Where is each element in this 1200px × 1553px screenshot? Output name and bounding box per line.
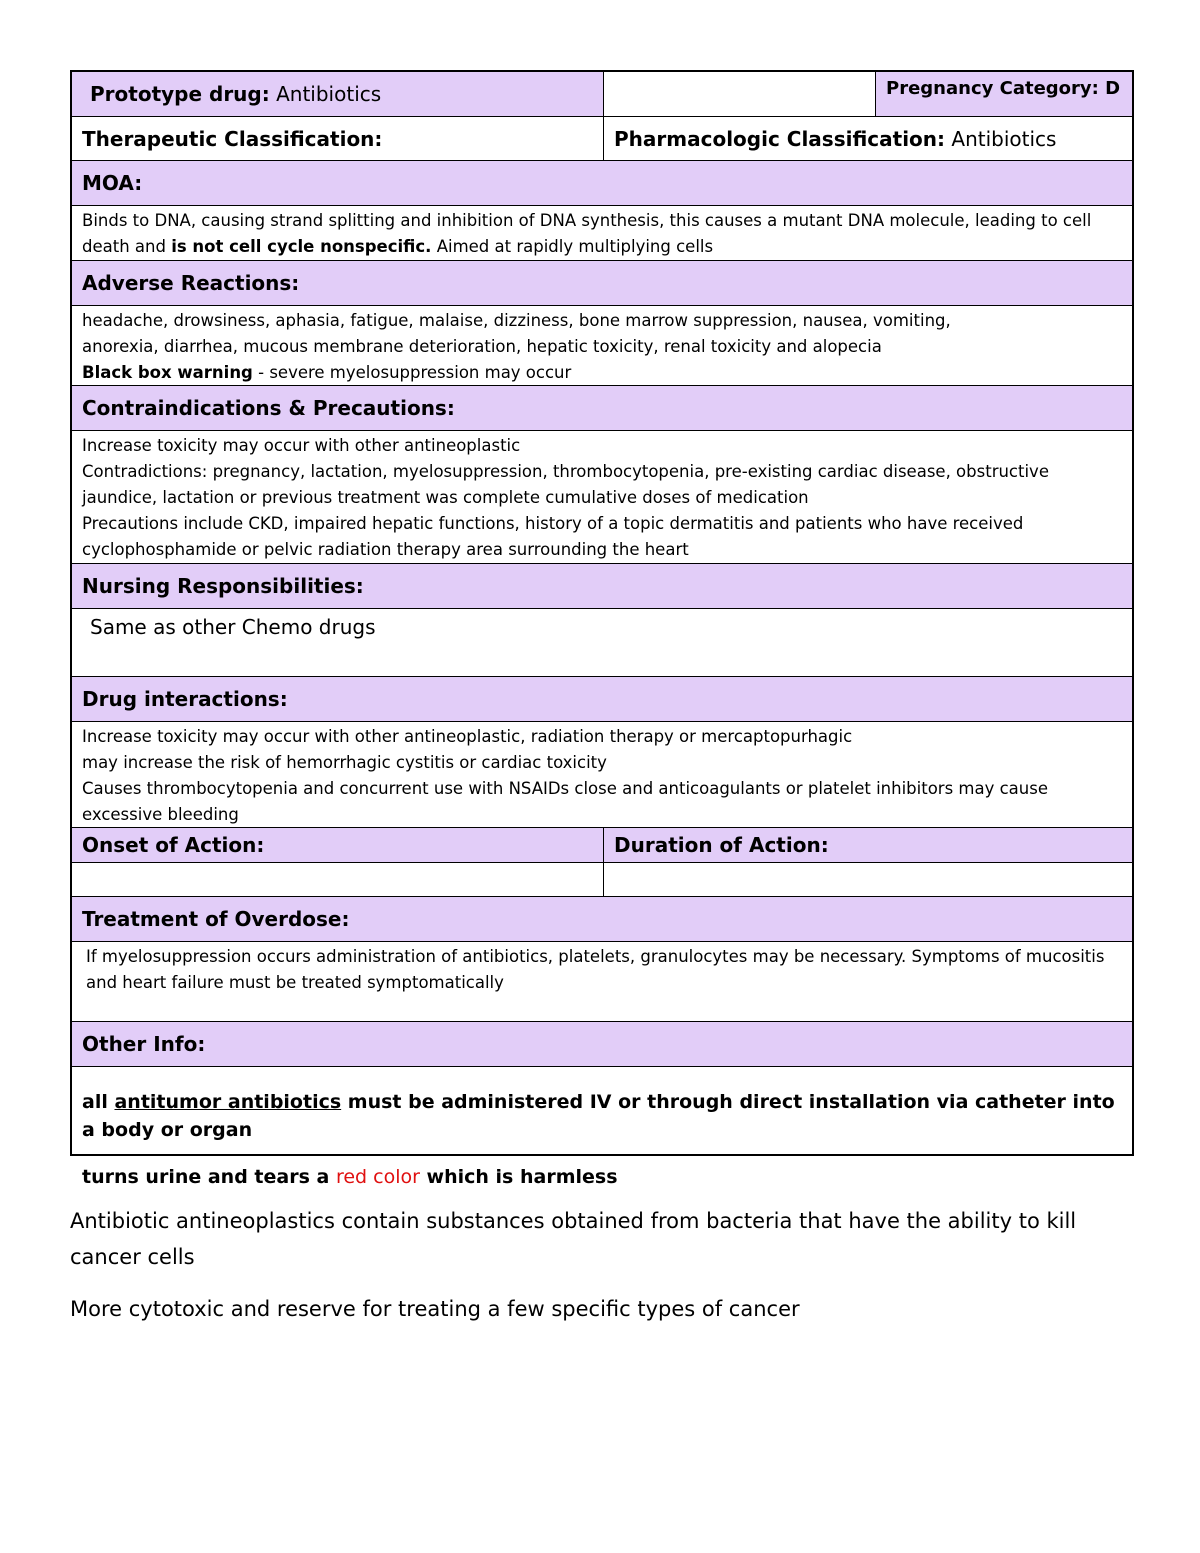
duration-label: Duration of Action: bbox=[603, 828, 1132, 862]
pregnancy-category: Pregnancy Category: D bbox=[875, 72, 1132, 116]
onset-value bbox=[72, 863, 603, 896]
adverse-heading-row bbox=[72, 261, 1132, 306]
moa-text-a: Binds to DNA, causing strand splitting and inhibition of DNA synthesis, this causes a mutant DNA molecule, leading to cell death and bbox=[82, 211, 1092, 256]
antitumor-antibiotics: antitumor antibiotics bbox=[114, 1091, 342, 1113]
footer-paragraph-2: More cytotoxic and reserve for treating a few specific types of cancer bbox=[70, 1297, 800, 1321]
other-line-2-a: turns urine and tears a bbox=[82, 1166, 336, 1188]
action-value-row bbox=[72, 863, 1132, 897]
nursing-body-row bbox=[72, 609, 1132, 677]
other-all: all bbox=[82, 1091, 108, 1113]
contra-line-1: Increase toxicity may occur with other antineoplastic bbox=[82, 436, 521, 455]
other-heading: Other Info: bbox=[82, 1032, 206, 1056]
adverse-heading: Adverse Reactions: bbox=[82, 271, 300, 295]
moa-body-row bbox=[72, 206, 1132, 261]
moa-heading: MOA: bbox=[82, 171, 143, 195]
interactions-body-row bbox=[72, 722, 1132, 828]
adverse-line-2: anorexia, diarrhea, mucous membrane deterioration, hepatic toxicity, renal toxicity and alopecia bbox=[82, 337, 882, 356]
moa-heading-row bbox=[72, 161, 1132, 206]
black-box-warning bbox=[82, 360, 1122, 386]
prototype-cell bbox=[72, 72, 603, 116]
footer-paragraph-1: Antibiotic antineoplastics contain substances obtained from bacteria that have the ability to kill cancer cells bbox=[70, 1209, 1077, 1269]
other-line-2-b: which is harmless bbox=[419, 1166, 618, 1188]
interactions-line-1: Increase toxicity may occur with other antineoplastic, radiation therapy or mercaptopurhagic bbox=[82, 727, 853, 746]
other-text bbox=[72, 1067, 1132, 1188]
moa-text bbox=[72, 206, 1132, 260]
contra-heading-row bbox=[72, 386, 1132, 431]
adverse-text bbox=[72, 306, 1132, 385]
other-line-1 bbox=[82, 1088, 1122, 1144]
other-heading-row bbox=[72, 1022, 1132, 1067]
interactions-line-2: may increase the risk of hemorrhagic cystitis or cardiac toxicity bbox=[82, 753, 607, 772]
adverse-body-row bbox=[72, 306, 1132, 386]
contra-heading: Contraindications & Precautions: bbox=[82, 396, 455, 420]
drug-card-table bbox=[70, 70, 1134, 1188]
prototype-label: Prototype drug: bbox=[90, 82, 270, 106]
therapeutic-label: Therapeutic Classification: bbox=[82, 126, 383, 151]
moa-text-b: Aimed at rapidly multiplying cells bbox=[431, 237, 714, 256]
prototype-value: Antibiotics bbox=[276, 82, 382, 106]
contra-body-row bbox=[72, 431, 1132, 564]
other-line-1-rest: must be administered IV or through direct installation via catheter into a body or organ bbox=[82, 1091, 1115, 1141]
contra-text bbox=[72, 431, 1132, 563]
action-heading-row bbox=[72, 828, 1132, 863]
pharmacologic-label: Pharmacologic Classification: bbox=[614, 126, 946, 151]
bbw-label: Black box warning bbox=[82, 363, 253, 382]
prototype-row bbox=[72, 72, 1132, 117]
interactions-heading-row bbox=[72, 677, 1132, 722]
contra-line-2: Contradictions: pregnancy, lactation, myelosuppression, thrombocytopenia, pre-existing cardiac disease, obstructive jaundice, lactation or previous treatment was complete cumulative doses of medication bbox=[82, 462, 1049, 507]
bbw-text: - severe myelosuppression may occur bbox=[252, 363, 572, 382]
onset-label: Onset of Action: bbox=[82, 833, 265, 857]
interactions-line-3: Causes thrombocytopenia and concurrent use with NSAIDs close and anticoagulants or platelet inhibitors may cause excessive bleeding bbox=[82, 779, 1048, 824]
overdose-body-row bbox=[72, 942, 1132, 1022]
overdose-text: If myelosuppression occurs administration of antibiotics, platelets, granulocytes may be necessary. Symptoms of mucositis and heart failure must be treated symptomatically bbox=[86, 947, 1105, 992]
other-body-row bbox=[72, 1067, 1132, 1188]
interactions-heading: Drug interactions: bbox=[82, 687, 288, 711]
moa-text-bold: is not cell cycle nonspecific. bbox=[171, 237, 432, 256]
nursing-heading-row bbox=[72, 564, 1132, 609]
adverse-line-1: headache, drowsiness, aphasia, fatigue, malaise, dizziness, bone marrow suppression, nausea, vomiting, bbox=[82, 311, 951, 330]
nursing-text: Same as other Chemo drugs bbox=[90, 615, 376, 639]
pharmacologic-value: Antibiotics bbox=[951, 126, 1057, 151]
red-color-text: red color bbox=[335, 1166, 420, 1188]
pharmacologic-cell bbox=[603, 117, 1132, 160]
duration-value bbox=[603, 863, 1132, 896]
classification-row bbox=[72, 117, 1132, 161]
overdose-heading-row bbox=[72, 897, 1132, 942]
contra-line-3: Precautions include CKD, impaired hepatic functions, history of a topic dermatitis and patients who have received cyclophosphamide or pelvic radiation therapy area surrounding the heart bbox=[82, 514, 1024, 559]
other-line-2 bbox=[82, 1163, 1122, 1191]
interactions-text bbox=[72, 722, 1132, 827]
nursing-heading: Nursing Responsibilities: bbox=[82, 574, 364, 598]
blank-cell bbox=[603, 72, 875, 116]
overdose-heading: Treatment of Overdose: bbox=[82, 907, 350, 931]
